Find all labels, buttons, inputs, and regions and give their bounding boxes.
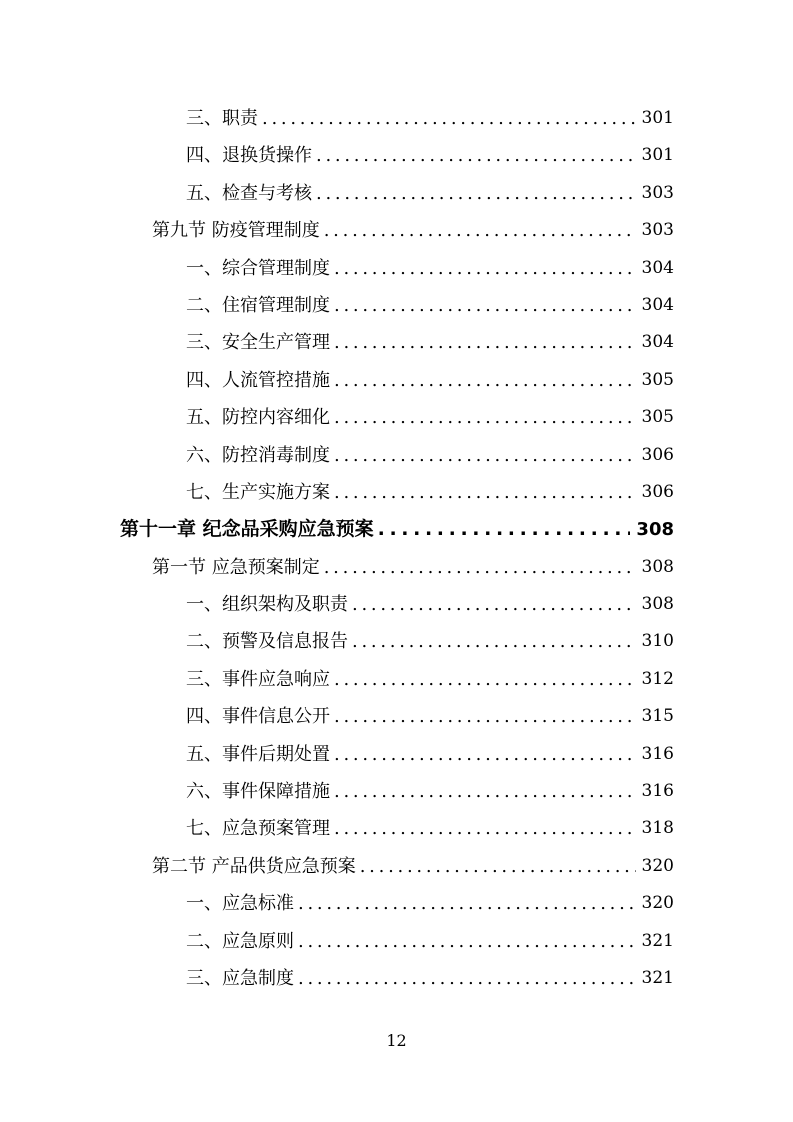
toc-dot-leader: [334, 437, 636, 474]
toc-dot-leader: [334, 474, 636, 511]
toc-entry-page: 310: [641, 631, 674, 652]
toc-entry-page: 308: [641, 556, 674, 577]
toc-dot-leader: [352, 586, 636, 623]
toc-entry-page: 305: [641, 369, 674, 390]
toc-section-entry[interactable]: [0, 848, 793, 885]
toc-entry[interactable]: [0, 810, 793, 847]
toc-entry-page: 308: [636, 519, 674, 541]
toc-entry-title: 二、住宿管理制度: [186, 294, 330, 316]
toc-entry-title: 三、安全生产管理: [186, 332, 330, 354]
toc-entry-page: 320: [641, 893, 674, 914]
toc-dot-leader: [334, 661, 636, 698]
toc-dot-leader: [334, 698, 636, 735]
toc-entry-page: 308: [641, 594, 674, 615]
toc-entry-page: 306: [641, 444, 674, 465]
toc-entry-page: 315: [641, 706, 674, 727]
toc-entry-page: 312: [641, 668, 674, 689]
toc-dot-leader: [298, 885, 636, 922]
toc-entry-title: 四、人流管控措施: [186, 369, 330, 391]
toc-dot-leader: [298, 960, 636, 997]
toc-dot-leader: [316, 175, 636, 212]
toc-entry-title: 四、退换货操作: [186, 145, 312, 167]
toc-section-entry[interactable]: [0, 549, 793, 586]
toc-entry-title: 第一节 应急预案制定: [152, 556, 320, 578]
toc-entry-title: 二、应急原则: [186, 930, 294, 952]
toc-entry[interactable]: [0, 175, 793, 212]
toc-entry[interactable]: [0, 736, 793, 773]
toc-entry-page: 316: [641, 743, 674, 764]
toc-entry-title: 七、应急预案管理: [186, 818, 330, 840]
toc-entry-page: 318: [641, 818, 674, 839]
toc-entry-page: 316: [641, 781, 674, 802]
toc-entry[interactable]: [0, 324, 793, 361]
toc-entry-page: 320: [641, 855, 674, 876]
toc-entry-title: 第十一章 纪念品采购应急预案: [120, 518, 374, 541]
toc-entry-title: 五、检查与考核: [186, 182, 312, 204]
toc-dot-leader: [378, 511, 631, 548]
toc-entry-page: 301: [641, 145, 674, 166]
toc-entry-title: 第二节 产品供货应急预案: [152, 855, 356, 877]
toc-entry-title: 四、事件信息公开: [186, 706, 330, 728]
toc-dot-leader: [334, 362, 636, 399]
toc-dot-leader: [298, 923, 636, 960]
toc-entry-page: 303: [641, 182, 674, 203]
toc-entry-title: 一、应急标准: [186, 893, 294, 915]
toc-entry[interactable]: [0, 923, 793, 960]
toc-dot-leader: [334, 324, 636, 361]
toc-entry[interactable]: [0, 885, 793, 922]
page-number: 12: [386, 1031, 407, 1050]
toc-entry-page: 306: [641, 481, 674, 502]
toc-dot-leader: [334, 736, 636, 773]
toc-dot-leader: [334, 773, 636, 810]
toc-entry-title: 二、预警及信息报告: [186, 631, 348, 653]
toc-entry-title: 三、事件应急响应: [186, 668, 330, 690]
toc-entry[interactable]: [0, 960, 793, 997]
table-of-contents: [0, 100, 793, 997]
toc-section-entry[interactable]: [0, 212, 793, 249]
toc-entry[interactable]: [0, 362, 793, 399]
toc-entry-title: 六、事件保障措施: [186, 781, 330, 803]
toc-dot-leader: [334, 287, 636, 324]
toc-entry[interactable]: [0, 137, 793, 174]
toc-entry[interactable]: [0, 287, 793, 324]
toc-dot-leader: [316, 137, 636, 174]
toc-dot-leader: [360, 848, 636, 885]
toc-entry[interactable]: [0, 474, 793, 511]
toc-entry-page: 304: [641, 294, 674, 315]
toc-entry-title: 六、防控消毒制度: [186, 444, 330, 466]
toc-entry[interactable]: [0, 661, 793, 698]
toc-dot-leader: [334, 399, 636, 436]
toc-entry[interactable]: [0, 437, 793, 474]
toc-entry-title: 五、事件后期处置: [186, 743, 330, 765]
toc-dot-leader: [262, 100, 636, 137]
toc-dot-leader: [324, 549, 636, 586]
toc-entry[interactable]: [0, 698, 793, 735]
toc-dot-leader: [334, 810, 636, 847]
toc-entry-page: 303: [641, 220, 674, 241]
toc-entry-title: 七、生产实施方案: [186, 481, 330, 503]
toc-dot-leader: [334, 250, 636, 287]
toc-entry-page: 304: [641, 332, 674, 353]
toc-entry-title: 五、防控内容细化: [186, 407, 330, 429]
toc-dot-leader: [352, 623, 636, 660]
toc-entry-page: 304: [641, 257, 674, 278]
toc-entry[interactable]: [0, 100, 793, 137]
toc-entry-title: 三、应急制度: [186, 967, 294, 989]
toc-entry[interactable]: [0, 250, 793, 287]
toc-entry-title: 三、职责: [186, 108, 258, 129]
toc-entry-title: 第九节 防疫管理制度: [152, 220, 320, 242]
toc-entry-title: 一、综合管理制度: [186, 257, 330, 279]
toc-chapter-entry[interactable]: [0, 511, 793, 548]
toc-entry-page: 321: [641, 930, 674, 951]
toc-entry-title: 一、组织架构及职责: [186, 594, 348, 616]
toc-entry-page: 321: [641, 967, 674, 988]
toc-entry[interactable]: [0, 586, 793, 623]
toc-entry-page: 305: [641, 407, 674, 428]
toc-dot-leader: [324, 212, 636, 249]
toc-entry[interactable]: [0, 623, 793, 660]
toc-entry[interactable]: [0, 773, 793, 810]
toc-entry-page: 301: [641, 108, 674, 128]
toc-entry[interactable]: [0, 399, 793, 436]
